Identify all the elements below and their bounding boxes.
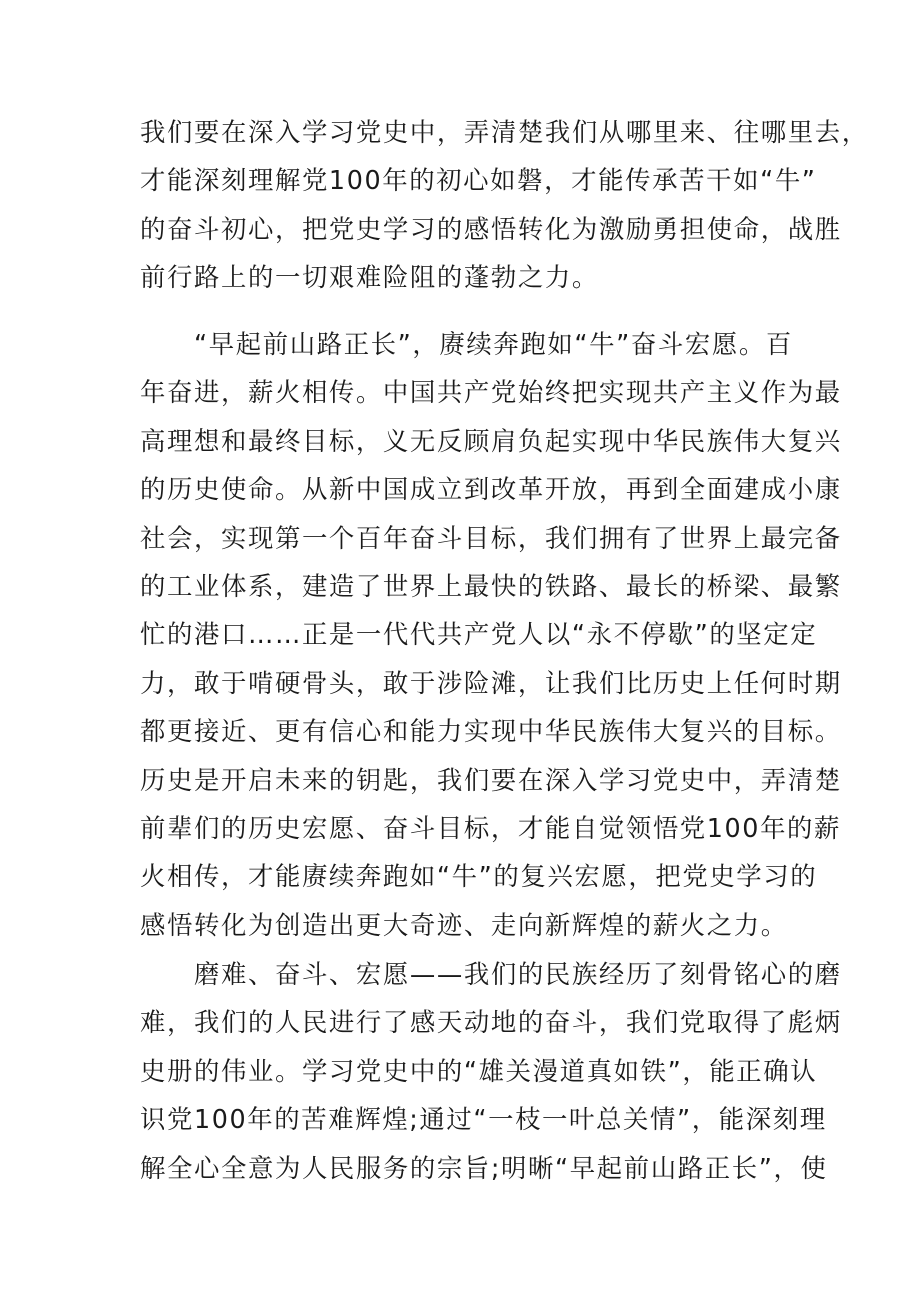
text-line: 难，我们的人民进行了感天动地的奋斗，我们党取得了彪炳 (140, 1007, 842, 1038)
text-line: 才能深刻理解党100年的初心如磐，才能传承苦干如“牛” (140, 165, 817, 196)
text-line: 的奋斗初心，把党史学习的感悟转化为激励勇担使命，战胜 (140, 213, 842, 244)
text-line: 历史是开启未来的钥匙，我们要在深入学习党史中，弄清楚 (140, 764, 842, 795)
text-line: 社会，实现第一个百年奋斗目标，我们拥有了世界上最完备 (140, 522, 842, 553)
text-line: 前行路上的一切艰难险阻的蓬勃之力。 (140, 262, 599, 293)
paragraph-3 (140, 950, 842, 1192)
text-line: 力，敢于啃硬骨头，敢于涉险滩，让我们比历史上任何时期 (140, 667, 842, 698)
text-line: 磨难、奋斗、宏愿——我们的民族经历了刻骨铭心的磨 (140, 959, 842, 989)
text-line: 高理想和最终目标，义无反顾肩负起实现中华民族伟大复兴 (140, 425, 842, 456)
text-line: 都更接近、更有信心和能力实现中华民族伟大复兴的目标。 (140, 716, 842, 747)
text-line: 前辈们的历史宏愿、奋斗目标，才能自觉领悟党100年的薪 (140, 812, 842, 843)
text-line: 识党100年的苦难辉煌;通过“一枝一叶总关情”，能深刻理 (140, 1104, 827, 1135)
text-line: 解全心全意为人民服务的宗旨;明晰“早起前山路正长”，使 (140, 1152, 828, 1183)
text-line: “早起前山路正长”，赓续奔跑如“牛”奋斗宏愿。百 (140, 329, 793, 359)
text-line: 史册的伟业。学习党史中的“雄关漫道真如铁”，能正确认 (140, 1055, 818, 1086)
text-line: 年奋进，薪火相传。中国共产党始终把实现共产主义作为最 (140, 377, 842, 408)
text-line: 感悟转化为创造出更大奇迹、走向新辉煌的薪火之力。 (140, 909, 788, 940)
paragraph-1 (140, 108, 869, 302)
paragraph-2 (140, 320, 842, 949)
text-line: 的历史使命。从新中国成立到改革开放，再到全面建成小康 (140, 474, 842, 505)
text-line: 火相传，才能赓续奔跑如“牛”的复兴宏愿，把党史学习的 (140, 861, 818, 892)
text-line: 的工业体系，建造了世界上最快的铁路、最长的桥梁、最繁 (140, 570, 842, 601)
text-line: 忙的港口……正是一代代共产党人以“永不停歇”的坚定定 (140, 619, 818, 650)
text-line: 我们要在深入学习党史中，弄清楚我们从哪里来、往哪里去， (140, 117, 869, 147)
